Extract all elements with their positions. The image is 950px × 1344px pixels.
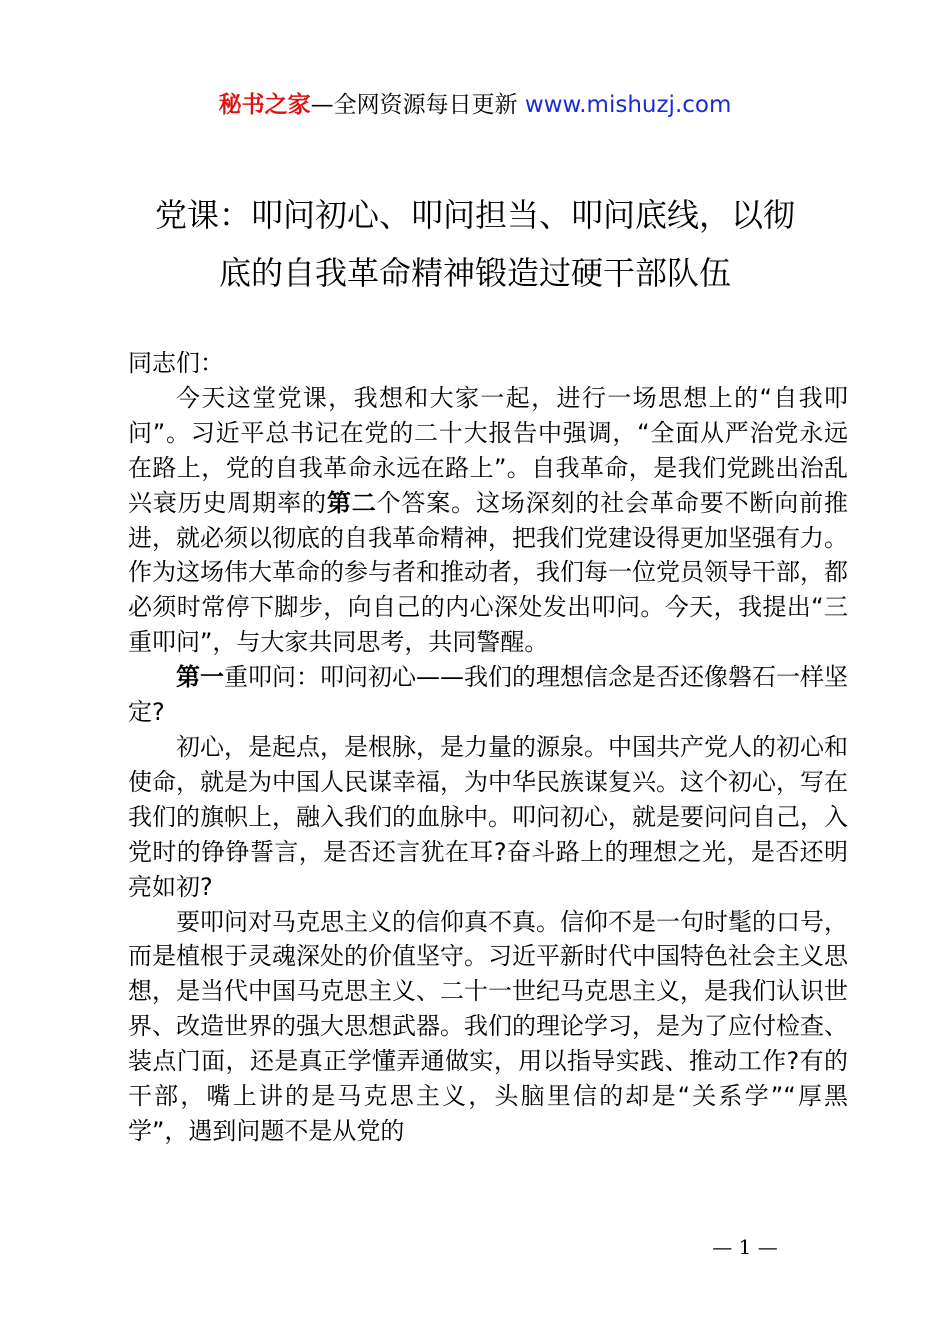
document-title (100, 186, 850, 302)
intro-text-a: 今天这堂党课，我想和大家一起，进行一场思想上的“自我叩问”。习近平总书记在党的二十大报告中强调，“全面从严治党永远在路上，党的自我革命永远在路上”。自我革命，是我们党跳出治乱兴衰历史周期率的 (128, 383, 848, 517)
salutation: 同志们： (128, 349, 224, 377)
title-line-1: 党课：叩问初心、叩问担当、叩问底线，以彻 (154, 196, 795, 234)
section-heading-bold: 第一 (176, 663, 224, 692)
site-header (0, 88, 950, 122)
section-heading-text: 重叩问：叩问初心——我们的理想信念是否还像磐石一样坚定? (128, 663, 848, 727)
paragraph-intro (128, 381, 848, 660)
site-url[interactable]: www.mishuzj.com (524, 92, 732, 118)
document-body (128, 346, 848, 1149)
section-heading-1 (128, 660, 848, 730)
title-line-2: 底的自我革命精神锻造过硬干部队伍 (218, 254, 731, 292)
intro-bold-text: 第二 (326, 488, 377, 517)
brand-name: 秘书之家 (218, 92, 311, 118)
paragraph-marxism-belief: 要叩问对马克思主义的信仰真不真。信仰不是一句时髦的口号，而是植根于灵魂深处的价值坚守。习近平新时代中国特色社会主义思想，是当代中国马克思主义、二十一世纪马克思主义，是我们认识世界、改造世界的强大思想武器。我们的理论学习，是为了应付检查、装点门面，还是真正学懂弄通做实，用以指导实践、推动工作?有的干部，嘴上讲的是马克思主义，头脑里信的却是“关系学”“厚黑学”，遇到问题不是从党的 (128, 907, 848, 1145)
paragraph-original-aspiration: 初心，是起点，是根脉，是力量的源泉。中国共产党人的初心和使命，就是为中国人民谋幸福，为中华民族谋复兴。这个初心，写在我们的旗帜上，融入我们的血脉中。叩问初心，就是要问问自己，入党时的铮铮誓言，是否还言犹在耳?奋斗路上的理想之光，是否还明亮如初? (128, 732, 848, 901)
page-number: — 1 — (712, 1235, 778, 1259)
intro-text-c: 个答案。这场深刻的社会革命要不断向前推进，就必须以彻底的自我革命精神，把我们党建设得更加坚强有力。作为这场伟大革命的参与者和推动者，我们每一位党员领导干部，都必须时常停下脚步，向自己的内心深处发出叩问。今天，我提出“三重叩问”，与大家共同思考，共同警醒。 (128, 488, 849, 657)
header-tagline: —全网资源每日更新 (310, 92, 525, 118)
